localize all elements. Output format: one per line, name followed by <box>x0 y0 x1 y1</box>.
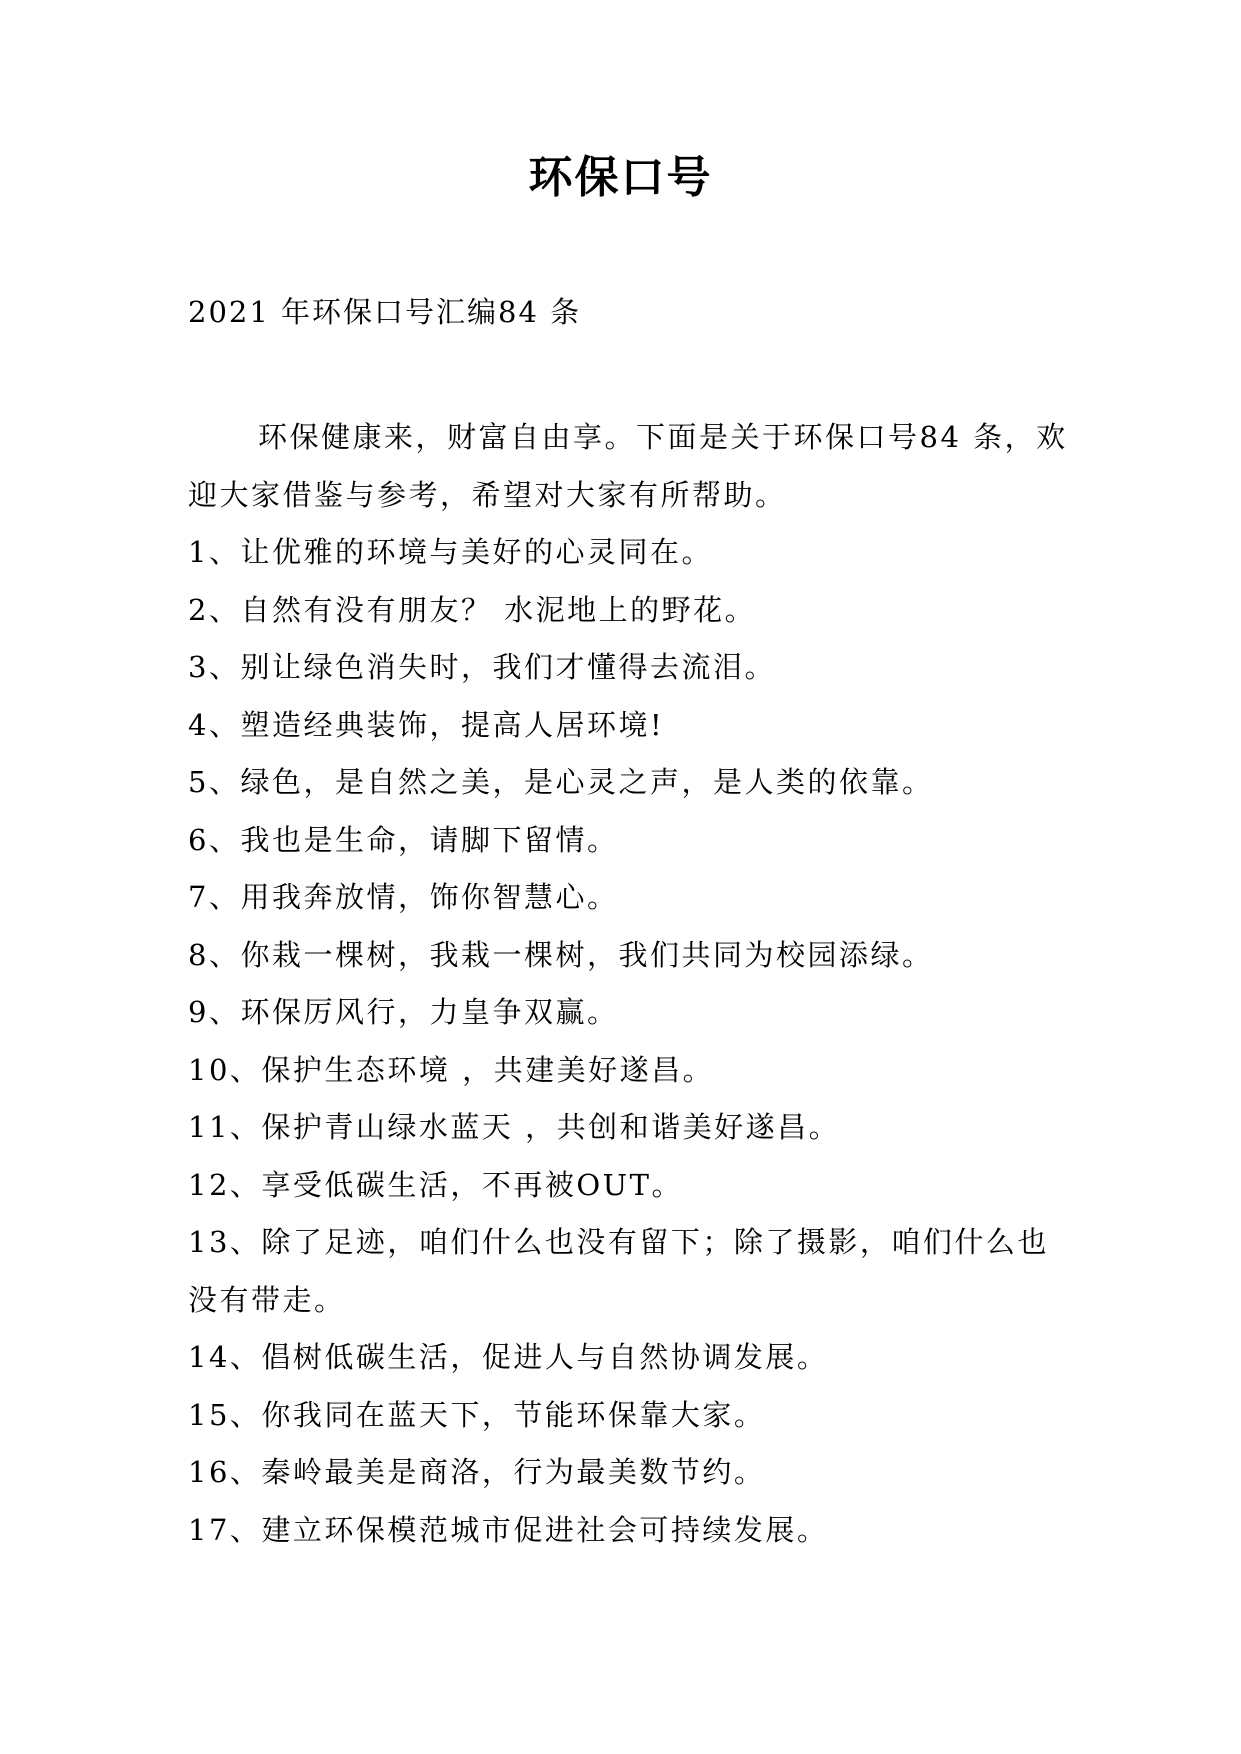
document-subtitle: 2021 年环保口号汇编84 条 <box>188 295 582 329</box>
document-body <box>188 409 1068 1559</box>
intro-paragraph: 环保健康来，财富自由享。下面是关于环保口号84 条，欢迎大家借鉴与参考，希望对大家有所帮助。 <box>188 420 1068 512</box>
slogan-item-8: 8、你栽一棵树，我栽一棵树，我们共同为校园添绿。 <box>188 937 934 972</box>
slogan-item-7: 7、用我奔放情，饰你智慧心。 <box>188 880 619 914</box>
slogan-item-1: 1、让优雅的环境与美好的心灵同在。 <box>188 535 713 569</box>
slogan-item-3: 3、别让绿色消失时，我们才懂得去流泪。 <box>188 650 776 684</box>
slogan-item-13: 13、除了足迹，咱们什么也没有留下；除了摄影，咱们什么也没有带走。 <box>188 1225 1049 1317</box>
slogan-item-6: 6、我也是生命，请脚下留情。 <box>188 822 619 857</box>
slogan-item-15: 15、你我同在蓝天下，节能环保靠大家。 <box>188 1397 766 1432</box>
slogan-item-17: 17、建立环保模范城市促进社会可持续发展。 <box>188 1512 829 1547</box>
slogan-item-12: 12、享受低碳生活，不再被OUT。 <box>188 1167 683 1202</box>
slogan-item-16: 16、秦岭最美是商洛，行为最美数节约。 <box>188 1455 766 1489</box>
slogan-item-14: 14、倡树低碳生活，促进人与自然协调发展。 <box>188 1340 829 1374</box>
slogan-item-2: 2、自然有没有朋友？ 水泥地上的野花。 <box>188 592 757 627</box>
slogan-item-10: 10、保护生态环境 ，共建美好遂昌。 <box>188 1052 715 1087</box>
slogan-item-9: 9、环保厉风行，力皇争双赢。 <box>188 995 619 1029</box>
document-title: 环保口号 <box>528 152 713 203</box>
slogan-item-4: 4、塑造经典装饰，提高人居环境! <box>188 707 665 742</box>
slogan-item-5: 5、绿色，是自然之美，是心灵之声，是人类的依靠。 <box>188 765 934 799</box>
slogan-item-11: 11、保护青山绿水蓝天 ，共创和谐美好遂昌。 <box>188 1110 841 1144</box>
